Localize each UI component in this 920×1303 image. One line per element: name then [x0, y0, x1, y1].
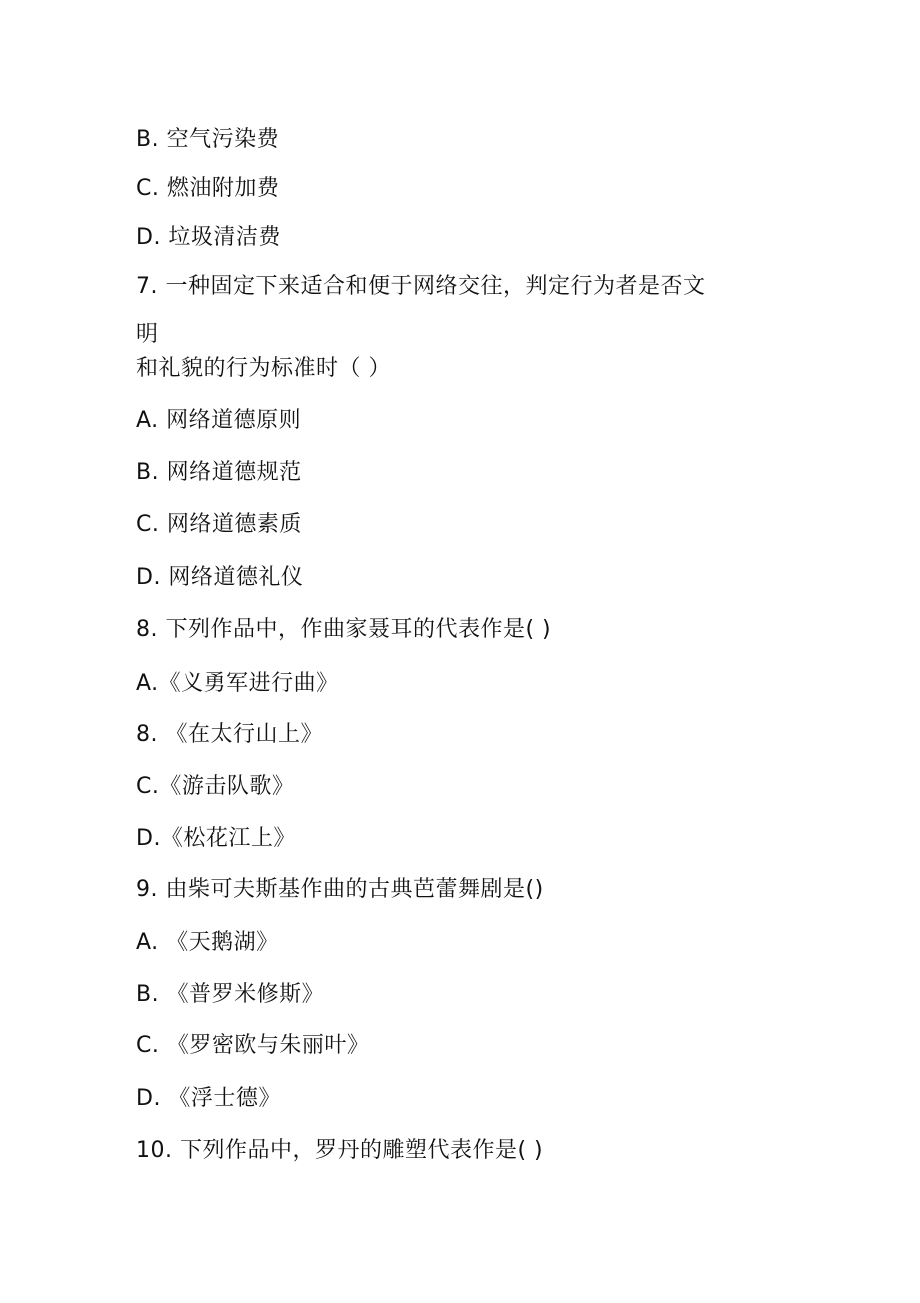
q10-question: 10. 下列作品中，罗丹的雕塑代表作是( ): [136, 1138, 544, 1163]
q7-option-d: D. 网络道德礼仪: [136, 565, 304, 590]
q7-option-b: B. 网络道德规范: [136, 460, 302, 485]
q6-option-c: C. 燃油附加费: [136, 176, 280, 201]
q9-option-c: C. 《罗密欧与朱丽叶》: [136, 1033, 370, 1058]
q6-option-d: D. 垃圾清洁费: [136, 225, 281, 250]
q8-option-c: C.《游击队歌》: [136, 774, 295, 799]
q7-option-a: A. 网络道德原则: [136, 408, 302, 433]
q6-option-b: B. 空气污染费: [136, 127, 280, 152]
q9-question: 9. 由柴可夫斯基作曲的古典芭蕾舞剧是(): [136, 877, 544, 902]
q8-option-b: 8. 《在太行山上》: [136, 722, 323, 747]
q7-question-line-1: 7. 一种固定下来适合和便于网络交往，判定行为者是否文: [136, 274, 706, 299]
q7-question-line-3: 和礼貌的行为标准时（ ）: [136, 356, 391, 381]
q8-option-a: A.《义勇军进行曲》: [136, 671, 339, 696]
q7-option-c: C. 网络道德素质: [136, 512, 302, 537]
q8-question: 8. 下列作品中，作曲家聂耳的代表作是( ): [136, 617, 552, 642]
q9-option-a: A. 《天鹅湖》: [136, 930, 279, 955]
q8-option-d: D.《松花江上》: [136, 826, 296, 851]
q7-question-line-2: 明: [136, 322, 159, 347]
q9-option-d: D. 《浮士德》: [136, 1086, 281, 1111]
q9-option-b: B. 《普罗米修斯》: [136, 982, 325, 1007]
